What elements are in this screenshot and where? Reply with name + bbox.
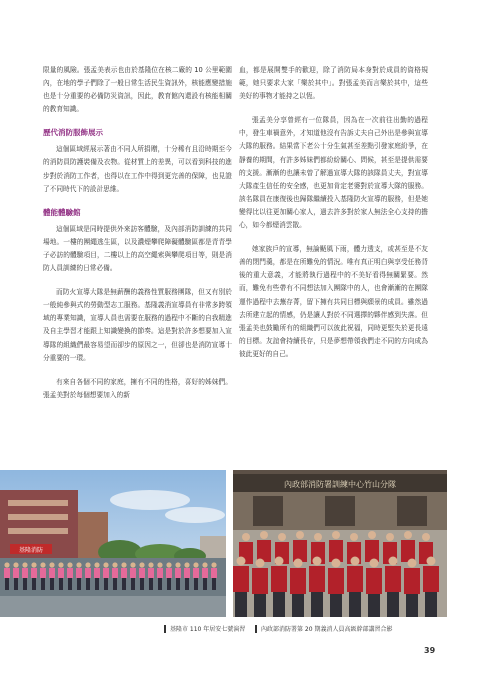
sign-text: 基隆消防 — [18, 547, 44, 554]
group-photo-caption — [255, 624, 392, 633]
building-banner-text: 內政部消防署訓練中心竹山分隊 — [284, 480, 396, 489]
caption-text: 基隆市 110 年居安七號演習 — [170, 626, 246, 633]
paragraph: 有來自各個不同的家庭，擁有不同的性格，喜好的姊妹們。張孟美對於每個想要加入的新 — [43, 377, 232, 399]
paragraph: 這個區域經展示著由不同人所捐贈，十分稀有且沿時期至今的消防員防護裝備及衣物。從材質上的差異，可以看到科技的進步對於消防工作者，也得以在工作中得到更完善的保障，也見證了不同時代下的設計思維。 — [43, 145, 232, 193]
caption-marker — [164, 625, 166, 633]
right-text-column — [239, 64, 428, 372]
paragraph: 張孟美分享曾經有一位隊員，因為在一次前往出勤的過程中，發生車禍意外，才知道他沒有告訴丈夫自己外出是參與宣導大隊的服務。結果當下老公十分生氣甚至差點引發家庭紛爭，在靜養的期間，有許多姊妹們都紛紛關心、問候，甚至是提供需要的支援。漸漸的也讓未曾了解過宣導大隊的該隊員丈夫，對宣導大隊產生信任的安全感，也更加肯定老婆對於宣導大隊的服務。該名隊員在康復後也歸隊繼續投入基隆防火宣導的服務，但是她變得比以往更加關心家人，過去許多對於家人無法全心支持的擔心，如今都煙消雲散。 — [239, 116, 428, 230]
left-text-column — [43, 64, 232, 413]
group-people — [233, 530, 447, 617]
paragraph: 而防火宣導大隊是無薪酬的義務性質服務團隊，但又有別於一般純參與式的勞動型志工服務。基隆義消宣導員有非常多跨領域的專業知識，宣導人員也需要在服務的過程中不斷的自我精進及自主學習才能跟上知識變換的節奏。這是對於許多想要加入宣導隊的組織們最容易望而卻步的原因之一，但卻也是消防宣導十分重要的一環。 — [43, 288, 232, 362]
caption-text: 內政部消防署第 20 期義消人員高級幹部講習合影 — [261, 626, 393, 633]
paragraph: 血，都是展開雙手的歡迎，除了消防局本身對於成員的資格規範，她只要求大家「樂於其中」。對張孟美而言樂於其中，這些美好的事物才能持之以恆。 — [239, 66, 428, 101]
group-photo — [233, 470, 447, 617]
paragraph: 限量的風險。張孟美表示也由於基隆位在核二廠的 10 公里範圍內，在地的學子們除了一般日常生活民生資訊外，核能應變措施也是十分重要的必備防災資訊，因此，教育館內還設有核能相關的教育知識。 — [43, 66, 232, 114]
paragraph: 這個區域是同時提供外來訪客體驗，及內部消防訓練的共同場地。一樓的團繩逃生區，以及濃煙攀爬障礙體驗區都是青青學子必訪的體驗項目，二樓以上的高空繩索與攀爬項目等，則是消防人員訓練的日常必備。 — [43, 224, 232, 273]
drill-photo-image — [0, 470, 226, 617]
page-number: 39 — [424, 646, 436, 655]
drill-photo-caption — [164, 624, 245, 633]
caption-marker — [255, 625, 257, 633]
section-heading: 體能體驗館 — [43, 207, 81, 217]
section-heading: 歷代消防服飾展示 — [43, 128, 103, 138]
drill-photo — [0, 470, 226, 617]
paragraph: 她家族戶的宣導，無論颳風下雨，體力透支，或甚至是不友善的閉門羹，都是在所難免的情況。唯有真正明白與享受任務背後的重大意義，才能將執行過程中的不美好看得無關緊要。然而，難免有些帶有不同想法加入團隊中的人，也會漸漸的在團隊運作過程中去蕪存菁，留下擁有共同目標與願景的成員。雖然過去所建立起的情感，仍是讓人對於不同選擇的夥伴感到失落。但張孟美也鼓勵所有的組織們可以彼此祝福，同時更堅失於更長遠的目標。友誼會持續長存，只是夢想帶領我們走不同的方向成為彼此更好的自己。 — [239, 245, 428, 358]
group-photo-image — [233, 470, 447, 617]
